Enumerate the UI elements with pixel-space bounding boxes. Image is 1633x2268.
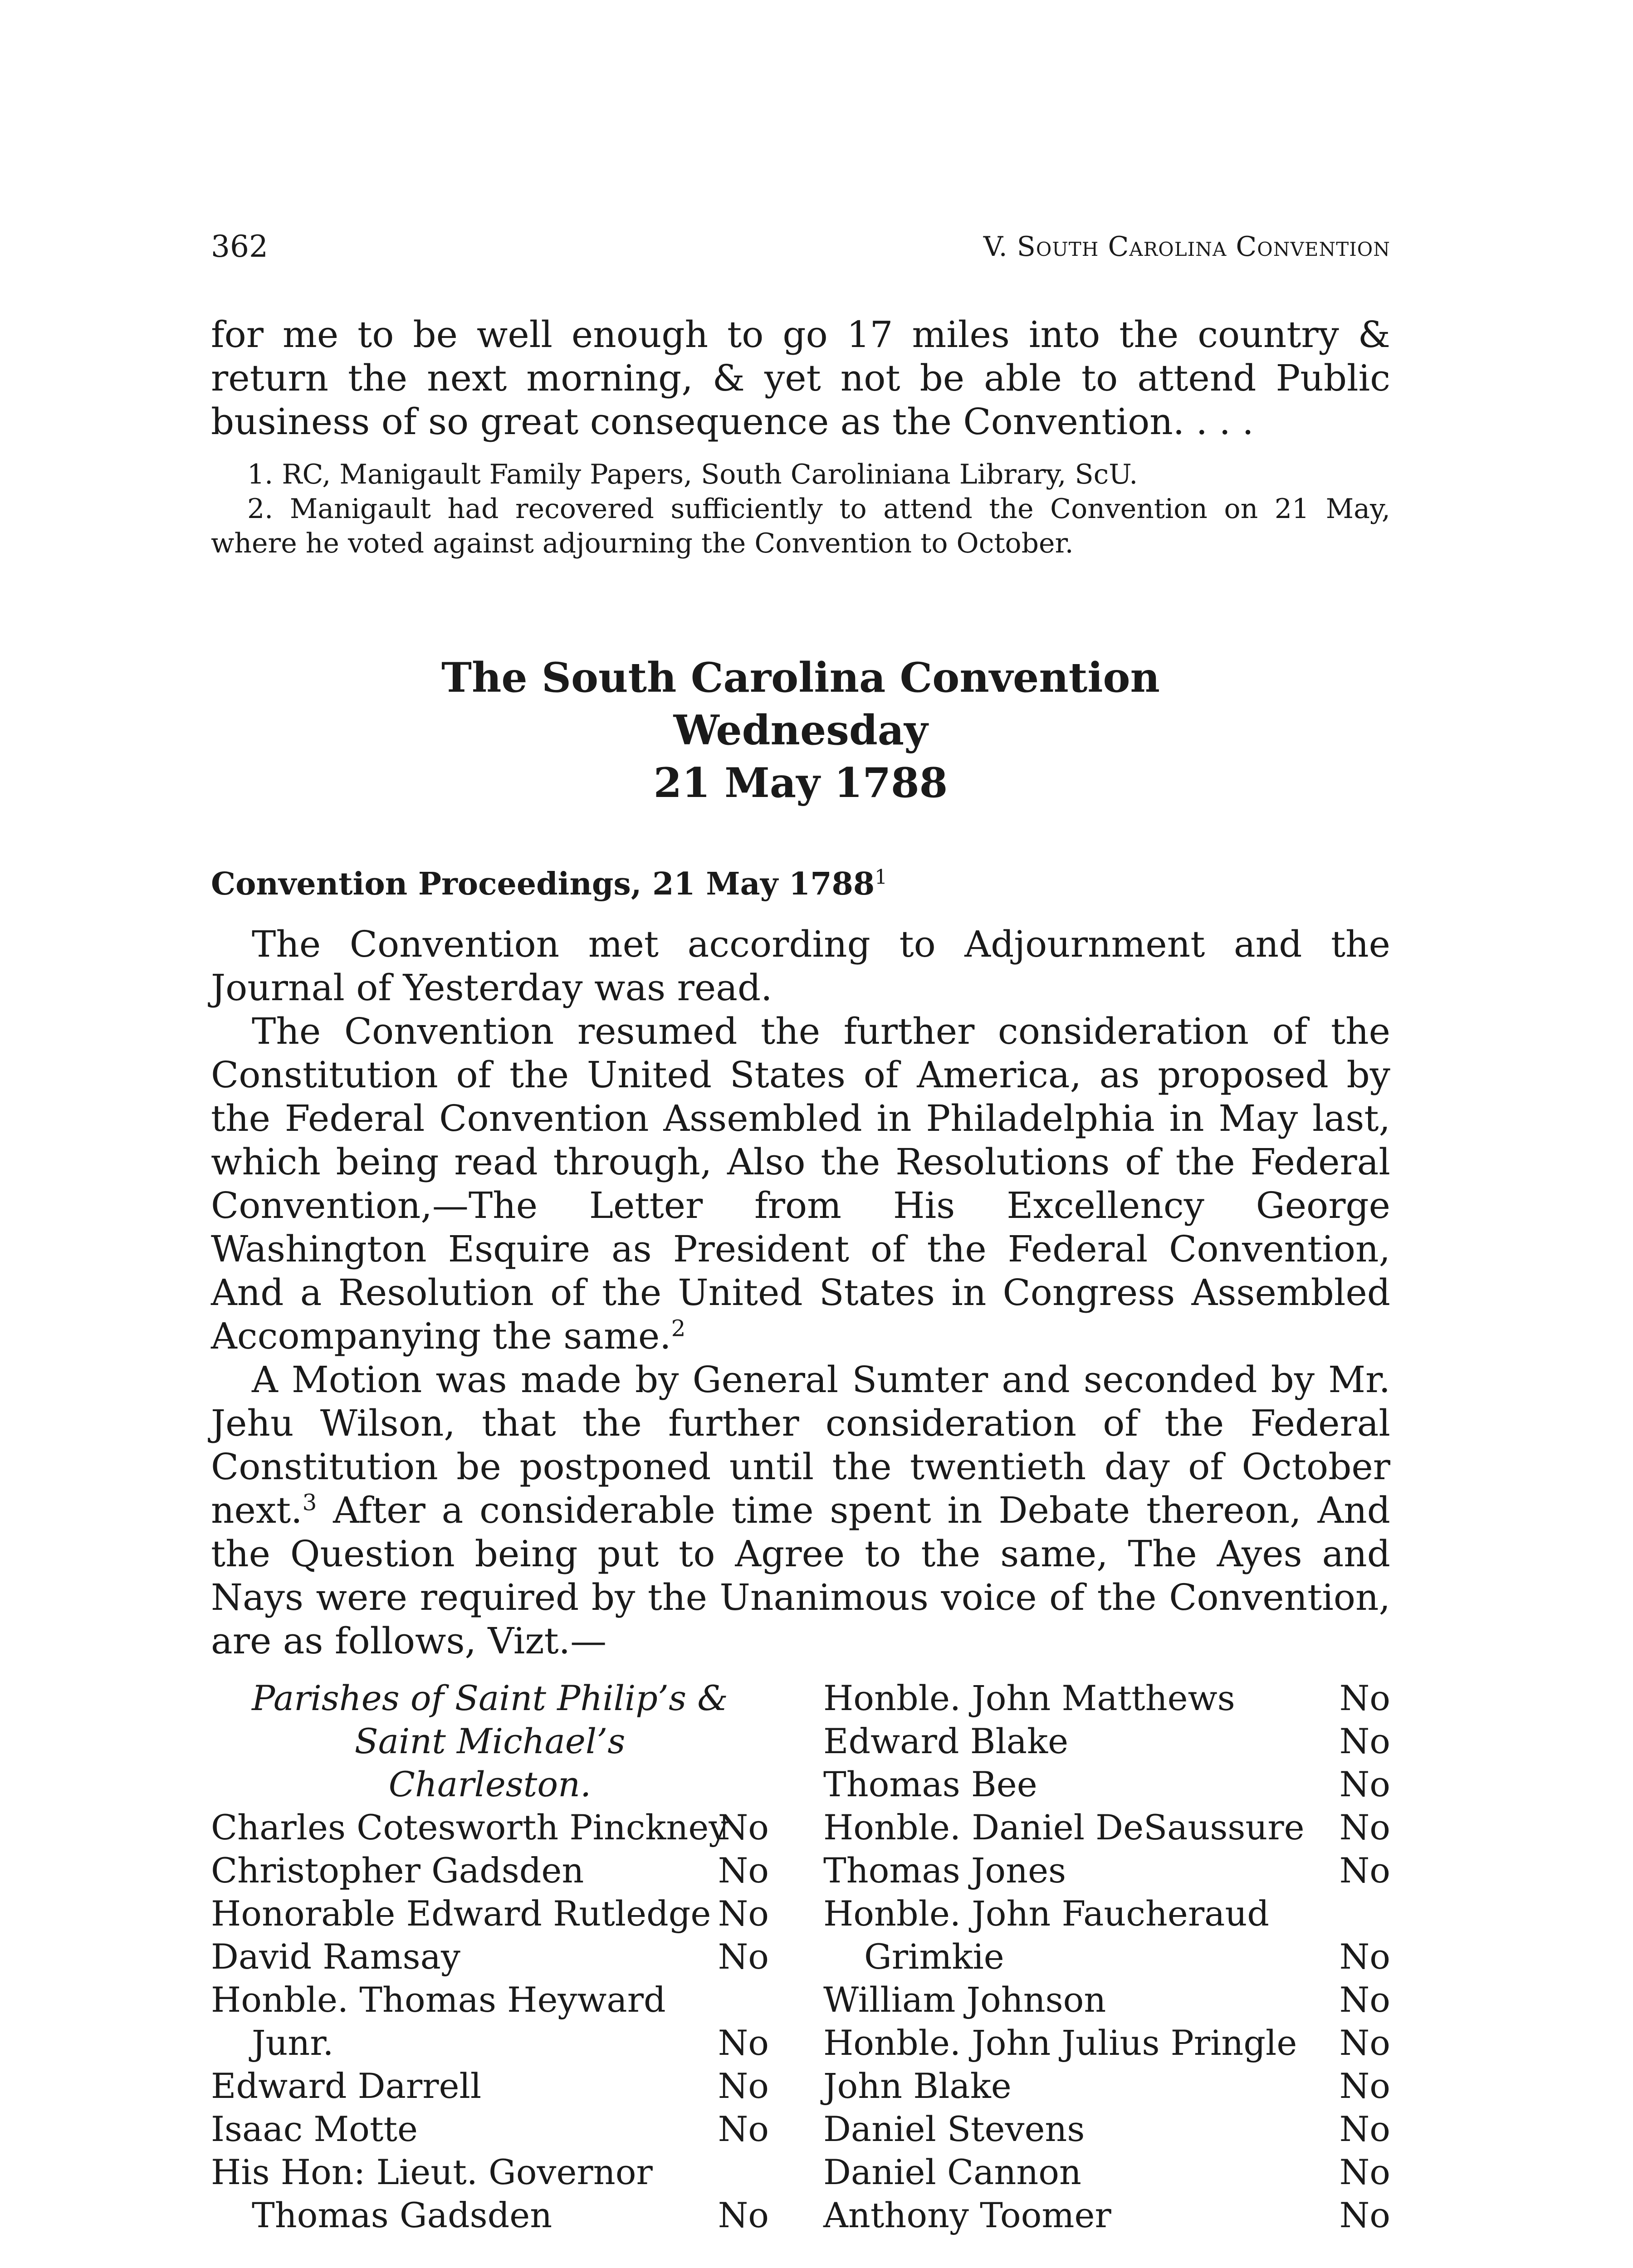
vote-row — [823, 1677, 1390, 1720]
vote-value: No — [718, 1807, 769, 1848]
proceedings-heading-text: Convention Proceedings, 21 May 1788 — [211, 866, 875, 902]
paragraph-3-text-a: A Motion was made by General Sumter and seconded by Mr. Jehu Wilson, that the further consideration of the Federal Constitution be postponed until the twentieth day of October next. — [211, 1359, 1390, 1531]
vote-row — [211, 2021, 769, 2064]
group-heading-line: Charleston. — [388, 1764, 592, 1804]
vote-row — [823, 1978, 1390, 2021]
vote-row — [823, 1892, 1390, 1935]
vote-row — [823, 2194, 1390, 2237]
delegate-name: David Ramsay — [211, 1936, 460, 1977]
delegate-name: Anthony Toomer — [823, 2195, 1111, 2235]
vote-row — [211, 2107, 769, 2151]
delegate-name: Junr. — [252, 2023, 334, 2063]
section-title — [211, 651, 1390, 809]
vote-value: No — [718, 2195, 769, 2235]
delegate-name: Charles Cotesworth Pinckney — [211, 1807, 728, 1848]
vote-row — [211, 1892, 769, 1935]
paragraph-1: The Convention met according to Adjournment and the Journal of Yesterday was read. — [211, 923, 1390, 1009]
vote-column-left — [211, 1677, 769, 2237]
delegate-name: William Johnson — [823, 1980, 1106, 2020]
vote-value: No — [718, 2066, 769, 2106]
delegate-name: Honorable Edward Rutledge — [211, 1893, 711, 1934]
delegate-name: Daniel Stevens — [823, 2109, 1085, 2149]
vote-row — [211, 2194, 769, 2237]
delegate-name: Honble. Daniel DeSaussure — [823, 1807, 1305, 1848]
vote-value: No — [1339, 1721, 1390, 1761]
vote-value: No — [718, 1850, 769, 1891]
paragraph-3-note: 3 — [302, 1489, 317, 1516]
delegate-name: Thomas Bee — [823, 1764, 1037, 1804]
delegate-name: Edward Blake — [823, 1721, 1069, 1761]
delegate-name: Thomas Jones — [823, 1850, 1066, 1891]
paragraph-3 — [211, 1358, 1390, 1663]
page-number: 362 — [211, 229, 268, 264]
vote-row — [211, 2064, 769, 2107]
footnote-2: 2. Manigault had recovered sufficiently to attend the Convention on 21 May, where he voted against adjourning the Convention to October. — [211, 493, 1390, 559]
vote-column-right — [823, 1677, 1390, 2237]
continuation-paragraph: for me to be well enough to go 17 miles into the country & return the next morning, & yet not be able to attend Public business of so great consequence as the Convention. . . . — [211, 313, 1390, 443]
vote-row — [823, 2021, 1390, 2064]
vote-value: No — [1339, 1764, 1390, 1804]
vote-row — [823, 1849, 1390, 1892]
vote-value: No — [1339, 2066, 1390, 2106]
paragraph-2 — [211, 1010, 1390, 1358]
group-heading-line: Saint Michael’s — [354, 1721, 626, 1761]
title-line-2: Wednesday — [673, 706, 928, 754]
paragraph-2-text: The Convention resumed the further consideration of the Constitution of the United States of America, as proposed by the Federal Convention Assembled in Philadelphia in May last, which being read through, Also the Resolutions of the Federal Convention,—The Letter from His Excellency George Washington Esquire as President of the Federal Convention, And a Resolution of the United States in Congress Assembled Accompanying the same. — [211, 1010, 1390, 1357]
paragraph-3-text-b: After a considerable time spent in Debate thereon, And the Question being put to Agree to the same, The Ayes and Nays were required by the Unanimous voice of the Convention, are as follows, Vizt.— — [211, 1489, 1390, 1662]
vote-row — [823, 1720, 1390, 1763]
group-heading-line: Parishes of Saint Philip’s & — [252, 1678, 728, 1718]
title-line-3: 21 May 1788 — [653, 759, 948, 807]
vote-row — [211, 1935, 769, 1978]
vote-value: No — [1339, 2195, 1390, 2235]
delegate-name: Isaac Motte — [211, 2109, 418, 2149]
delegate-name: Honble. John Faucheraud — [823, 1893, 1270, 1934]
vote-value: No — [1339, 2109, 1390, 2149]
delegate-name: Honble. John Julius Pringle — [823, 2023, 1297, 2063]
vote-value: No — [1339, 1807, 1390, 1848]
vote-row — [823, 2064, 1390, 2107]
vote-row — [211, 1978, 769, 2021]
vote-value: No — [718, 2023, 769, 2063]
footnotes — [211, 457, 1390, 561]
delegate-name: Honble. Thomas Heyward — [211, 1980, 666, 2020]
vote-row — [211, 1806, 769, 1849]
delegate-name: Grimkie — [864, 1936, 1004, 1977]
delegate-name: Edward Darrell — [211, 2066, 482, 2106]
delegate-name: Honble. John Matthews — [823, 1678, 1235, 1718]
delegate-name: Daniel Cannon — [823, 2152, 1081, 2192]
delegate-name: Thomas Gadsden — [252, 2195, 552, 2235]
vote-value: No — [1339, 2152, 1390, 2192]
vote-table — [211, 1677, 1390, 2268]
vote-row — [823, 2107, 1390, 2151]
delegate-name: Christopher Gadsden — [211, 1850, 584, 1891]
vote-value: No — [1339, 1980, 1390, 2020]
vote-row — [823, 1935, 1390, 1978]
running-head: V. South Carolina Convention — [983, 231, 1390, 263]
paragraph-2-note: 2 — [671, 1315, 686, 1342]
vote-row — [823, 2151, 1390, 2194]
delegate-name: John Blake — [823, 2066, 1012, 2106]
vote-value: No — [718, 1936, 769, 1977]
vote-value: No — [1339, 1850, 1390, 1891]
page-body — [211, 313, 1390, 2268]
vote-value: No — [1339, 1678, 1390, 1718]
vote-value: No — [718, 2109, 769, 2149]
page-header — [211, 229, 1390, 279]
vote-row — [211, 2151, 769, 2194]
footnote-1: 1. RC, Manigault Family Papers, South Caroliniana Library, ScU. — [247, 459, 1138, 490]
delegate-name: His Hon: Lieut. Governor — [211, 2152, 653, 2192]
vote-row — [211, 1849, 769, 1892]
proceedings-heading-note: 1 — [875, 865, 888, 889]
vote-value: No — [1339, 1936, 1390, 1977]
proceedings-heading — [211, 864, 1390, 904]
vote-value: No — [718, 1893, 769, 1934]
vote-row — [823, 1763, 1390, 1806]
vote-row — [823, 1806, 1390, 1849]
vote-value: No — [1339, 2023, 1390, 2063]
title-line-1: The South Carolina Convention — [441, 654, 1160, 702]
